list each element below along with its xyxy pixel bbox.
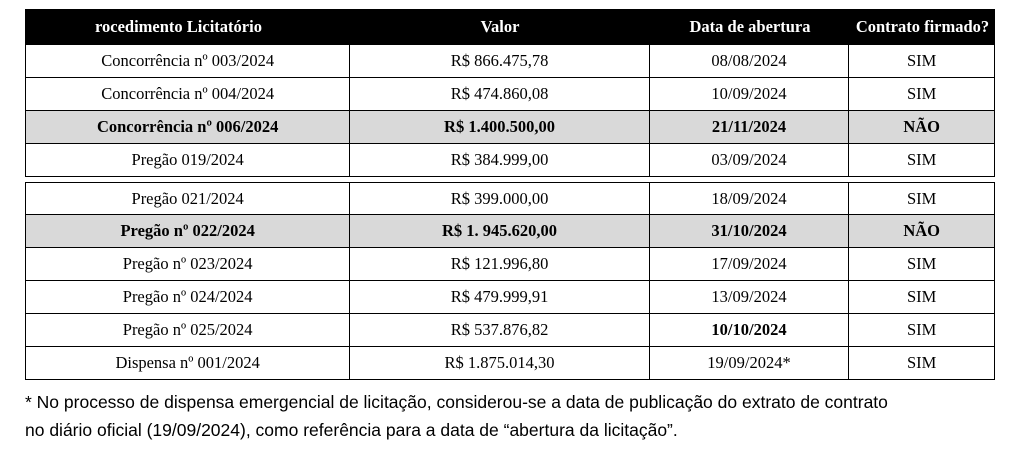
table-row — [25, 182, 995, 215]
cell-procedimento: Pregão nº 023/2024 — [26, 248, 350, 280]
licitacoes-table — [25, 9, 995, 380]
footnote-line-1: * No processo de dispensa emergencial de licitação, considerou-se a data de publicação do extrato de contrato — [25, 392, 888, 412]
table-row — [25, 248, 995, 281]
cell-valor: R$ 1.875.014,30 — [350, 347, 649, 379]
cell-data: 31/10/2024 — [650, 215, 850, 247]
cell-contrato: NÃO — [903, 221, 940, 240]
cell-data: 10/09/2024 — [650, 78, 850, 110]
cell-contrato: SIM — [906, 84, 937, 103]
cell-contrato: SIM — [906, 51, 937, 70]
table-row — [25, 314, 995, 347]
header-procedimento: rocedimento Licitatório — [95, 17, 262, 36]
cell-procedimento: Dispensa nº 001/2024 — [26, 347, 350, 379]
header-valor: Valor — [480, 17, 520, 36]
table-row-highlighted — [25, 215, 995, 248]
table-row — [25, 78, 995, 111]
cell-contrato: SIM — [906, 353, 937, 372]
table-row — [25, 144, 995, 177]
cell-data: 13/09/2024 — [650, 281, 850, 313]
header-contrato-firmado: Contrato firmado? — [855, 17, 990, 36]
cell-procedimento: Pregão nº 025/2024 — [26, 314, 350, 346]
cell-valor: R$ 866.475,78 — [350, 45, 649, 77]
footnote — [25, 388, 1005, 444]
cell-procedimento: Pregão nº 022/2024 — [26, 215, 350, 247]
cell-procedimento: Concorrência nº 003/2024 — [26, 45, 350, 77]
table-row — [25, 281, 995, 314]
cell-valor: R$ 479.999,91 — [350, 281, 649, 313]
cell-procedimento: Pregão 021/2024 — [26, 183, 350, 214]
cell-contrato: SIM — [906, 188, 937, 208]
table-row — [25, 347, 995, 380]
cell-valor: R$ 384.999,00 — [350, 144, 649, 176]
cell-data: 18/09/2024 — [650, 183, 850, 214]
cell-contrato: SIM — [906, 287, 937, 306]
footnote-line-2: no diário oficial (19/09/2024), como referência para a data de “abertura da licitação”. — [25, 420, 678, 440]
cell-contrato: NÃO — [903, 117, 940, 136]
table-row-highlighted — [25, 111, 995, 144]
header-data-abertura: Data de abertura — [689, 17, 811, 36]
cell-valor: R$ 121.996,80 — [350, 248, 649, 280]
cell-data: 19/09/2024* — [650, 347, 850, 379]
cell-data-bold: 10/10/2024 — [650, 314, 850, 346]
cell-valor: R$ 474.860,08 — [350, 78, 649, 110]
table-header-row — [25, 9, 995, 45]
cell-procedimento: Concorrência nº 004/2024 — [26, 78, 350, 110]
cell-valor: R$ 1.400.500,00 — [350, 111, 649, 143]
cell-contrato: SIM — [906, 320, 937, 339]
cell-contrato: SIM — [906, 254, 937, 273]
cell-data: 21/11/2024 — [650, 111, 850, 143]
cell-valor: R$ 399.000,00 — [350, 183, 649, 214]
cell-data: 08/08/2024 — [650, 45, 850, 77]
table-row — [25, 45, 995, 78]
cell-valor: R$ 1. 945.620,00 — [350, 215, 649, 247]
cell-data: 17/09/2024 — [650, 248, 850, 280]
cell-procedimento: Pregão 019/2024 — [26, 144, 350, 176]
cell-valor: R$ 537.876,82 — [350, 314, 649, 346]
cell-data: 03/09/2024 — [650, 144, 850, 176]
cell-contrato: SIM — [906, 150, 937, 169]
cell-procedimento: Concorrência nº 006/2024 — [26, 111, 350, 143]
cell-procedimento: Pregão nº 024/2024 — [26, 281, 350, 313]
